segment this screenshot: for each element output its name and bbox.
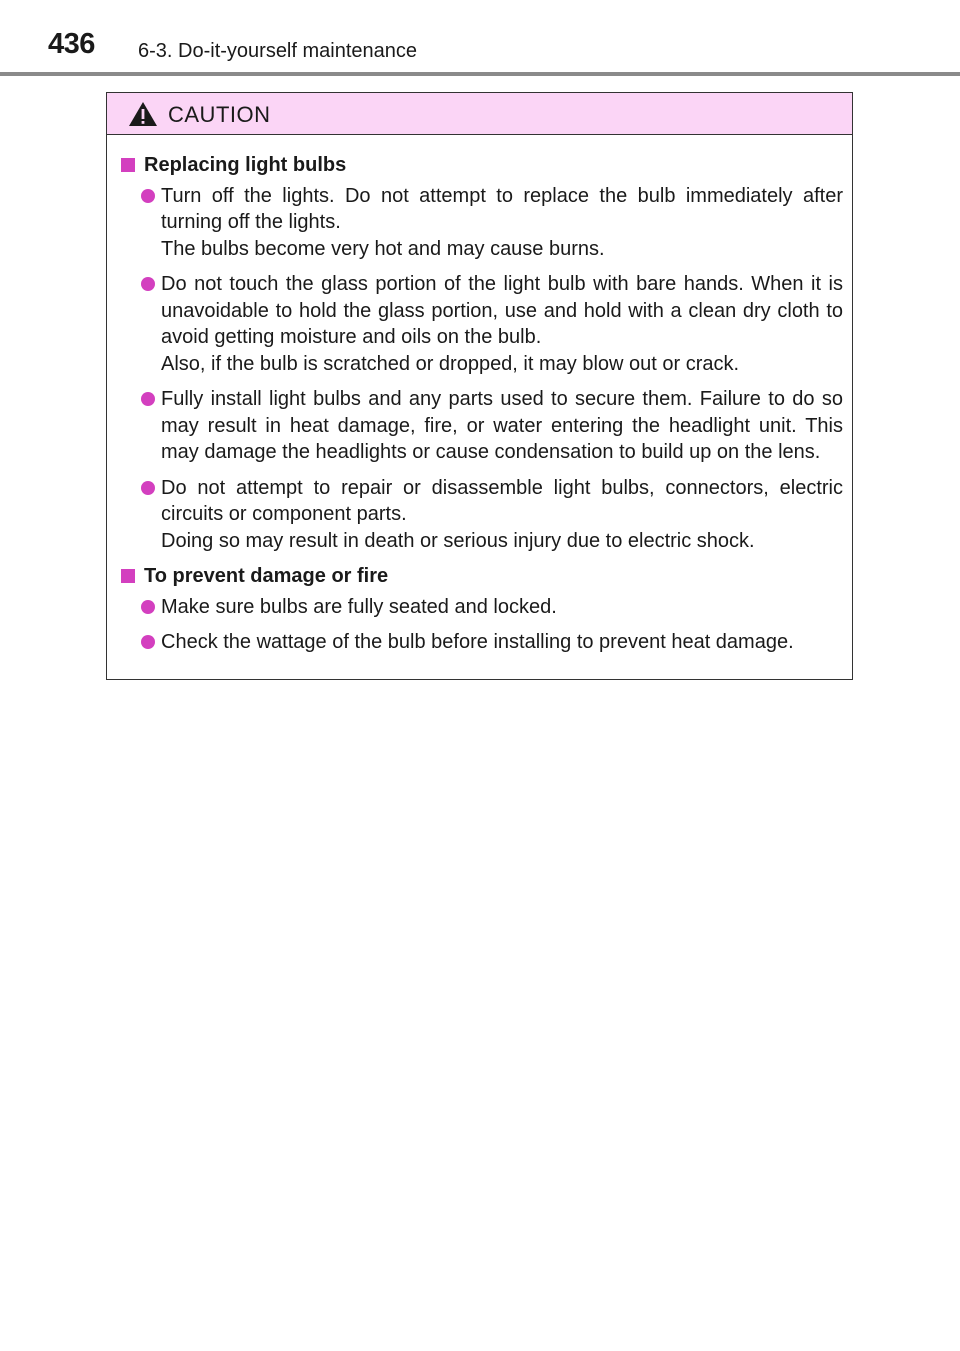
list-item-note: The bulbs become very hot and may cause burns. [161, 237, 605, 260]
warning-triangle-icon [128, 101, 158, 127]
page-number: 436 [48, 28, 95, 60]
list-item-note: Also, if the bulb is scratched or dropped, it may blow out or crack. [161, 352, 740, 375]
group-heading: Replacing light bulbs [118, 152, 843, 179]
list-item [118, 594, 843, 621]
list-item-text: Do not attempt to repair or disassemble light bulbs, connectors, electric circuits or component parts. [161, 476, 843, 525]
list-item [118, 475, 843, 555]
list-item [118, 271, 843, 377]
list-item-text: Do not touch the glass portion of the light bulb with bare hands. When it is unavoidable to hold the glass portion, use and hold with a clean dry cloth to avoid getting moisture and oils on the bulb. [161, 273, 843, 348]
section-title: 6-3. Do-it-yourself maintenance [138, 40, 418, 62]
list-item-text: Make sure bulbs are fully seated and locked. [161, 595, 557, 618]
list-item-text: Check the wattage of the bulb before installing to prevent heat damage. [161, 631, 794, 653]
header-rule [0, 72, 960, 76]
bullet-dot-icon [141, 392, 155, 406]
group-heading: To prevent damage or fire [118, 563, 843, 590]
bullet-dot-icon [141, 600, 155, 614]
list-item [118, 183, 843, 263]
caution-body [107, 135, 852, 656]
bullet-dot-icon [141, 481, 155, 495]
caution-box [106, 92, 853, 680]
caution-label: CAUTION [168, 102, 271, 127]
bullet-dot-icon [141, 189, 155, 203]
bullet-dot-icon [141, 635, 155, 649]
list-item-text: Turn off the lights. Do not attempt to replace the bulb immediately after turning off the lights. [161, 184, 843, 233]
list-item-note: Doing so may result in death or serious injury due to electric shock. [161, 529, 755, 552]
bullet-dot-icon [141, 277, 155, 291]
list-item [118, 629, 843, 656]
list-item-text: Fully install light bulbs and any parts used to secure them. Failure to do so may result in heat damage, fire, or water entering the headlight unit. This may damage the headlights or cause condensation to build up on the lens. [161, 388, 843, 463]
caution-header [107, 93, 852, 135]
list-item [118, 386, 843, 466]
